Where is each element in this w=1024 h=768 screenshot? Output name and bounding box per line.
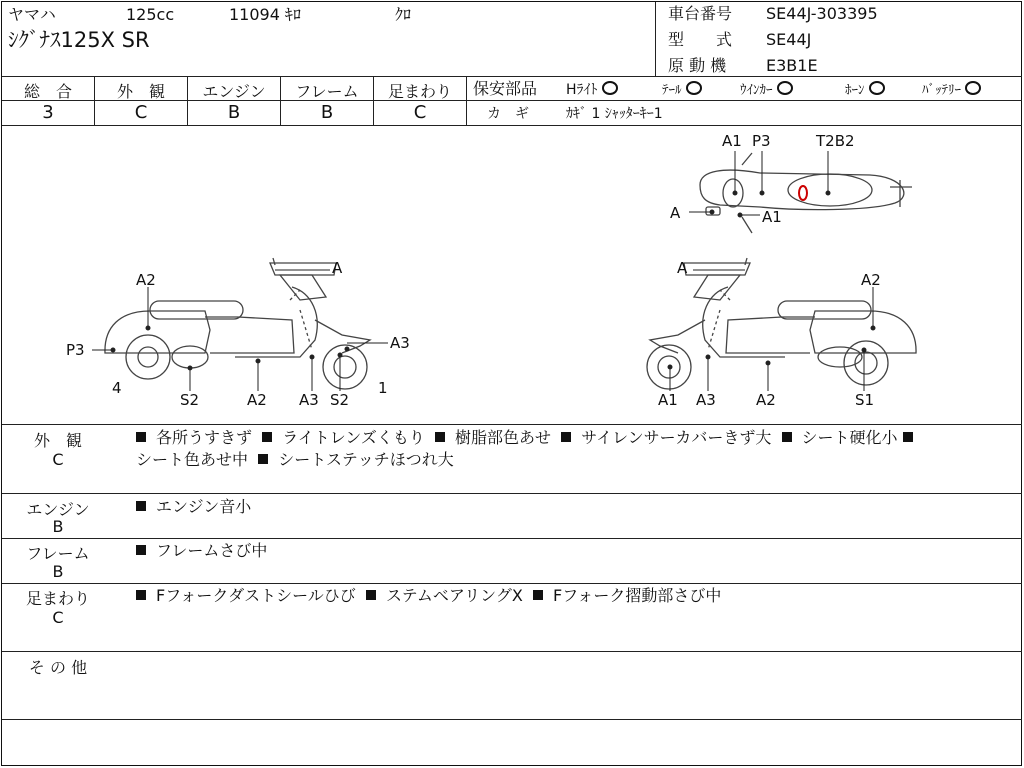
diagram-label: A3	[696, 391, 716, 409]
note-items-frame: フレームさび中	[136, 540, 267, 562]
keys-value: ｶｷﾞ 1 ｼｬｯﾀｰｷｰ1	[566, 106, 663, 122]
note-label-exterior: 外 観	[33, 431, 82, 450]
diagram-label: A2	[861, 271, 881, 289]
diagram-label: A2	[756, 391, 776, 409]
type-label: 型 式	[668, 30, 733, 49]
note-label-other: そ の 他	[28, 658, 88, 677]
diagram-label: A1	[658, 391, 678, 409]
note-grade-engine: B	[52, 517, 64, 536]
notes-rule	[2, 538, 1022, 539]
grade-table-top-rule	[2, 76, 1022, 77]
grade-header-engine: エンジン	[202, 82, 266, 101]
engine-model-value: E3B1E	[766, 56, 818, 75]
displacement: 125cc	[126, 5, 175, 24]
mileage: 11094 ｷﾛ	[229, 5, 301, 24]
type-value: SE44J	[766, 30, 812, 49]
notes-top-rule	[2, 424, 1022, 425]
diagram-label: A1	[722, 132, 742, 150]
ok-circle-icon	[602, 81, 618, 95]
diagram-label: S2	[330, 391, 350, 409]
diagram-label: 4	[112, 379, 122, 397]
diagram-label: A1	[762, 208, 782, 226]
diagram-label: A2	[136, 271, 156, 289]
grade-value-frame: B	[320, 102, 334, 123]
grade-value-suspension: C	[413, 102, 427, 123]
body-color: ｸﾛ	[395, 5, 412, 24]
notes-bottom-rule	[2, 719, 1022, 720]
diagram-label: S1	[855, 391, 875, 409]
diagram-label: S2	[180, 391, 200, 409]
note-items-suspension: Fフォークダストシールひび ステムベアリングX Fフォーク摺動部さび中	[136, 585, 721, 607]
diagram-label: A3	[299, 391, 319, 409]
safety-item-battery: ﾊﾞｯﾃﾘｰ	[922, 81, 981, 100]
diagram-label: T2B2	[816, 132, 855, 150]
damage-mark	[799, 186, 807, 200]
ok-circle-icon	[686, 81, 702, 95]
diagram-label: A	[677, 259, 688, 277]
ok-circle-icon	[777, 81, 793, 95]
maker: ヤマハ	[8, 5, 56, 24]
diagram-label: 1	[378, 379, 388, 397]
note-grade-suspension: C	[52, 608, 64, 627]
safety-item-horn: ﾎｰﾝ	[845, 81, 885, 100]
grade-header-exterior: 外 観	[116, 82, 165, 101]
diagram-label: A	[332, 259, 343, 277]
grade-value-exterior: C	[134, 102, 148, 123]
ok-circle-icon	[965, 81, 981, 95]
note-grade-frame: B	[52, 562, 64, 581]
note-items-exterior: 各所うすきず ライトレンズくもり 樹脂部色あせ サイレンサーカバーきず大 シート硬化小 シート色あせ中 シートステッチほつれ大	[136, 427, 1016, 471]
keys-label: カ ギ	[487, 106, 529, 122]
notes-rule	[2, 583, 1022, 584]
diagram-label: P3	[66, 341, 85, 359]
ok-circle-icon	[869, 81, 885, 95]
grade-header-overall: 総 合	[23, 82, 72, 101]
note-items-engine: エンジン音小	[136, 496, 251, 518]
engine-model-label: 原 動 機	[668, 56, 727, 75]
note-grade-exterior: C	[52, 450, 64, 469]
note-label-engine: エンジン	[26, 500, 90, 519]
frame-number-value: SE44J-303395	[766, 4, 878, 23]
diagram-label: A3	[390, 334, 410, 352]
diagram-label: A2	[247, 391, 267, 409]
safety-parts-label: 保安部品	[473, 79, 538, 98]
grade-col-divider	[466, 76, 467, 125]
safety-item-tail: ﾃｰﾙ	[662, 81, 702, 100]
grade-value-overall: 3	[42, 102, 54, 123]
damage-diagram	[0, 125, 1024, 425]
frame-number-label: 車台番号	[668, 4, 733, 23]
header-divider	[655, 2, 656, 76]
safety-item-headlight: Hﾗｲﾄ	[566, 81, 618, 99]
model-name: ｼｸﾞﾅｽ125X SR	[8, 28, 150, 52]
note-label-frame: フレーム	[26, 544, 90, 563]
grade-header-frame: フレーム	[295, 82, 359, 101]
diagram-label: P3	[752, 132, 771, 150]
diagram-label: A	[670, 204, 681, 222]
notes-rule	[2, 493, 1022, 494]
grade-value-engine: B	[227, 102, 241, 123]
grade-header-suspension: 足まわり	[387, 82, 452, 101]
safety-item-winker: ｳｲﾝｶｰ	[740, 81, 793, 100]
note-label-suspension: 足まわり	[25, 589, 90, 608]
notes-rule	[2, 651, 1022, 652]
